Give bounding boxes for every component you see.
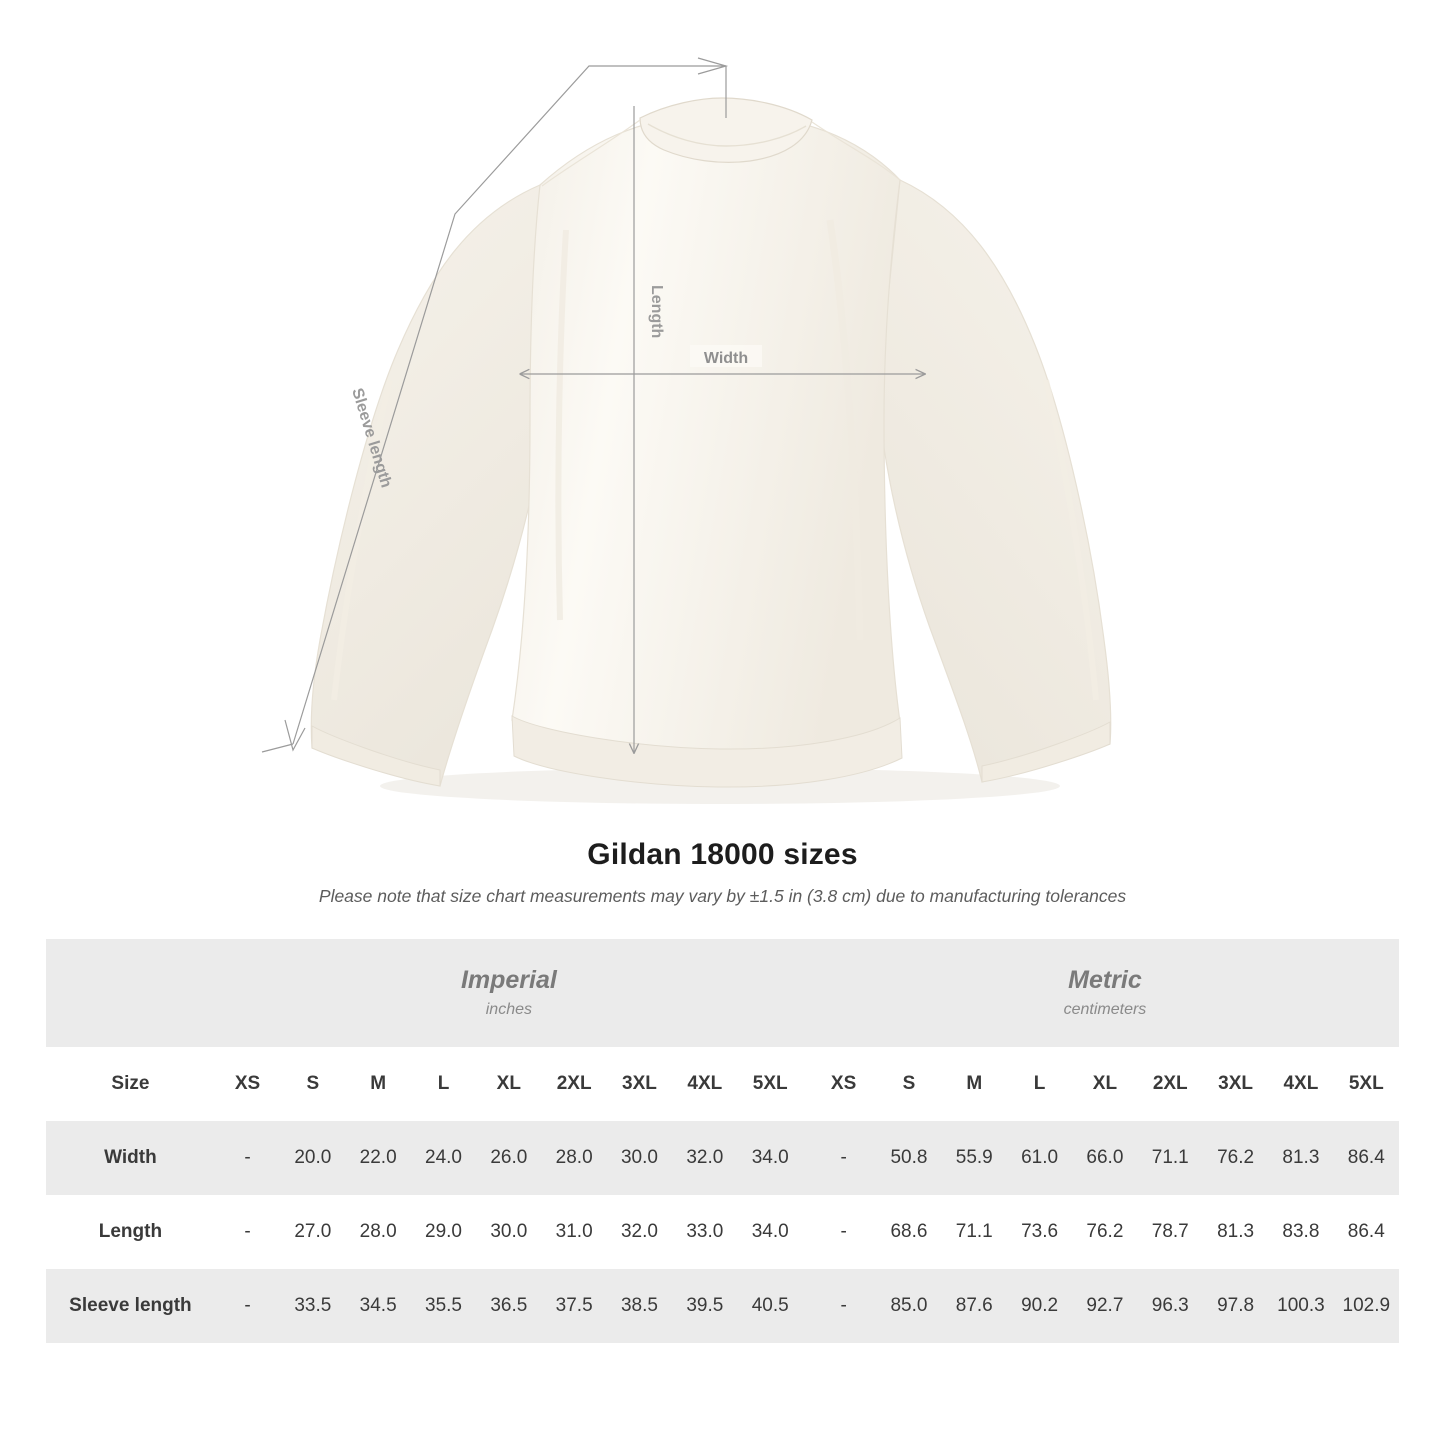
- col-head-imperial-l: L: [411, 1047, 476, 1121]
- col-gap-sleeve: [803, 1269, 811, 1343]
- metric-sub: centimeters: [1063, 1000, 1147, 1018]
- cell-imp-length-2xl: 31.0: [541, 1195, 606, 1269]
- cell-imp-width-m: 22.0: [346, 1121, 411, 1195]
- imperial-name: Imperial: [460, 966, 557, 995]
- cell-met-length-4xl: 83.8: [1268, 1195, 1333, 1269]
- cell-met-sleeve-m: 87.6: [942, 1269, 1007, 1343]
- size-header-cell: Size: [46, 1047, 215, 1121]
- cell-imp-sleeve-s: 33.5: [280, 1269, 345, 1343]
- chart-note: Please note that size chart measurements may vary by ±1.5 in (3.8 cm) due to manufacturing tolerances: [318, 886, 1127, 906]
- col-gap-width: [803, 1121, 811, 1195]
- cell-met-width-xs: -: [811, 1121, 876, 1195]
- cell-met-width-xl: 66.0: [1072, 1121, 1137, 1195]
- cell-met-length-m: 71.1: [942, 1195, 1007, 1269]
- cell-imp-sleeve-l: 35.5: [411, 1269, 476, 1343]
- col-gap-length: [803, 1195, 811, 1269]
- cell-imp-width-xl: 26.0: [476, 1121, 541, 1195]
- unit-header-metric: [811, 939, 1399, 1047]
- cell-met-width-s: 50.8: [876, 1121, 941, 1195]
- row-label-length: Length: [46, 1195, 215, 1269]
- right-sleeve: [878, 180, 1111, 782]
- cell-met-width-3xl: 76.2: [1203, 1121, 1268, 1195]
- cell-imp-sleeve-5xl: 40.5: [737, 1269, 802, 1343]
- cell-met-length-xl: 76.2: [1072, 1195, 1137, 1269]
- cell-imp-sleeve-xl: 36.5: [476, 1269, 541, 1343]
- cell-imp-length-5xl: 34.0: [737, 1195, 802, 1269]
- left-sleeve: [311, 185, 548, 786]
- body-panel: [512, 114, 900, 761]
- sleeve-length-label: Sleeve length: [348, 386, 395, 490]
- col-head-metric-5xl: 5XL: [1334, 1047, 1399, 1121]
- col-head-imperial-s: S: [280, 1047, 345, 1121]
- col-head-metric-4xl: 4XL: [1268, 1047, 1333, 1121]
- col-head-metric-2xl: 2XL: [1138, 1047, 1203, 1121]
- cell-imp-sleeve-xs: -: [215, 1269, 280, 1343]
- cell-imp-length-s: 27.0: [280, 1195, 345, 1269]
- table-row: [46, 1195, 1399, 1269]
- cell-imp-sleeve-m: 34.5: [346, 1269, 411, 1343]
- cell-imp-length-m: 28.0: [346, 1195, 411, 1269]
- table-row: [46, 1121, 1399, 1195]
- col-head-imperial-4xl: 4XL: [672, 1047, 737, 1121]
- unit-header-imperial: [215, 939, 803, 1047]
- cell-met-sleeve-3xl: 97.8: [1203, 1269, 1268, 1343]
- cell-met-length-3xl: 81.3: [1203, 1195, 1268, 1269]
- cell-met-sleeve-xs: -: [811, 1269, 876, 1343]
- size-table-wrap: [46, 939, 1399, 1343]
- row-label-sleeve-length: Sleeve length: [46, 1269, 215, 1343]
- col-head-imperial-m: M: [346, 1047, 411, 1121]
- cell-met-sleeve-4xl: 100.3: [1268, 1269, 1333, 1343]
- cell-met-length-2xl: 78.7: [1138, 1195, 1203, 1269]
- sleeve-measure-cuff-tick: [262, 744, 293, 752]
- cell-imp-width-s: 20.0: [280, 1121, 345, 1195]
- cell-met-width-m: 55.9: [942, 1121, 1007, 1195]
- cell-imp-sleeve-3xl: 38.5: [607, 1269, 672, 1343]
- cell-met-sleeve-xl: 92.7: [1072, 1269, 1137, 1343]
- col-head-metric-3xl: 3XL: [1203, 1047, 1268, 1121]
- col-head-metric-m: M: [942, 1047, 1007, 1121]
- chart-title: Gildan 18000 sizes: [587, 838, 858, 871]
- cell-met-width-5xl: 86.4: [1334, 1121, 1399, 1195]
- cell-imp-width-xs: -: [215, 1121, 280, 1195]
- cell-imp-sleeve-2xl: 37.5: [541, 1269, 606, 1343]
- cell-met-width-4xl: 81.3: [1268, 1121, 1333, 1195]
- col-head-metric-s: S: [876, 1047, 941, 1121]
- cell-met-sleeve-5xl: 102.9: [1334, 1269, 1399, 1343]
- cell-met-sleeve-2xl: 96.3: [1138, 1269, 1203, 1343]
- table-row: [46, 1269, 1399, 1343]
- width-label: Width: [703, 350, 749, 367]
- unit-header-spacer: [46, 939, 215, 1047]
- col-head-imperial-3xl: 3XL: [607, 1047, 672, 1121]
- col-head-metric-xs: XS: [811, 1047, 876, 1121]
- cell-imp-width-5xl: 34.0: [737, 1121, 802, 1195]
- col-head-imperial-5xl: 5XL: [737, 1047, 802, 1121]
- row-label-width: Width: [46, 1121, 215, 1195]
- cell-imp-length-xs: -: [215, 1195, 280, 1269]
- col-gap-header: [803, 1047, 811, 1121]
- size-header-row: [46, 1047, 1399, 1121]
- cell-met-length-xs: -: [811, 1195, 876, 1269]
- col-head-imperial-xs: XS: [215, 1047, 280, 1121]
- cell-imp-sleeve-4xl: 39.5: [672, 1269, 737, 1343]
- cell-met-length-l: 73.6: [1007, 1195, 1072, 1269]
- col-head-metric-l: L: [1007, 1047, 1072, 1121]
- cell-imp-width-4xl: 32.0: [672, 1121, 737, 1195]
- cell-met-width-2xl: 71.1: [1138, 1121, 1203, 1195]
- cell-imp-width-l: 24.0: [411, 1121, 476, 1195]
- col-head-imperial-xl: XL: [476, 1047, 541, 1121]
- metric-name: Metric: [1068, 966, 1142, 995]
- unit-header-gap: [803, 939, 811, 1047]
- cell-imp-width-3xl: 30.0: [607, 1121, 672, 1195]
- cell-imp-length-3xl: 32.0: [607, 1195, 672, 1269]
- cell-imp-length-4xl: 33.0: [672, 1195, 737, 1269]
- imperial-sub: inches: [485, 1000, 532, 1018]
- cell-imp-width-2xl: 28.0: [541, 1121, 606, 1195]
- cell-met-sleeve-l: 90.2: [1007, 1269, 1072, 1343]
- cell-met-sleeve-s: 85.0: [876, 1269, 941, 1343]
- cell-imp-length-xl: 30.0: [476, 1195, 541, 1269]
- size-table: [46, 939, 1399, 1343]
- cell-imp-length-l: 29.0: [411, 1195, 476, 1269]
- cell-met-width-l: 61.0: [1007, 1121, 1072, 1195]
- cell-met-length-5xl: 86.4: [1334, 1195, 1399, 1269]
- unit-header-row: [46, 939, 1399, 1047]
- title-block: [0, 838, 1445, 907]
- col-head-imperial-2xl: 2XL: [541, 1047, 606, 1121]
- cell-met-length-s: 68.6: [876, 1195, 941, 1269]
- col-head-metric-xl: XL: [1072, 1047, 1137, 1121]
- length-label: Length: [648, 285, 665, 339]
